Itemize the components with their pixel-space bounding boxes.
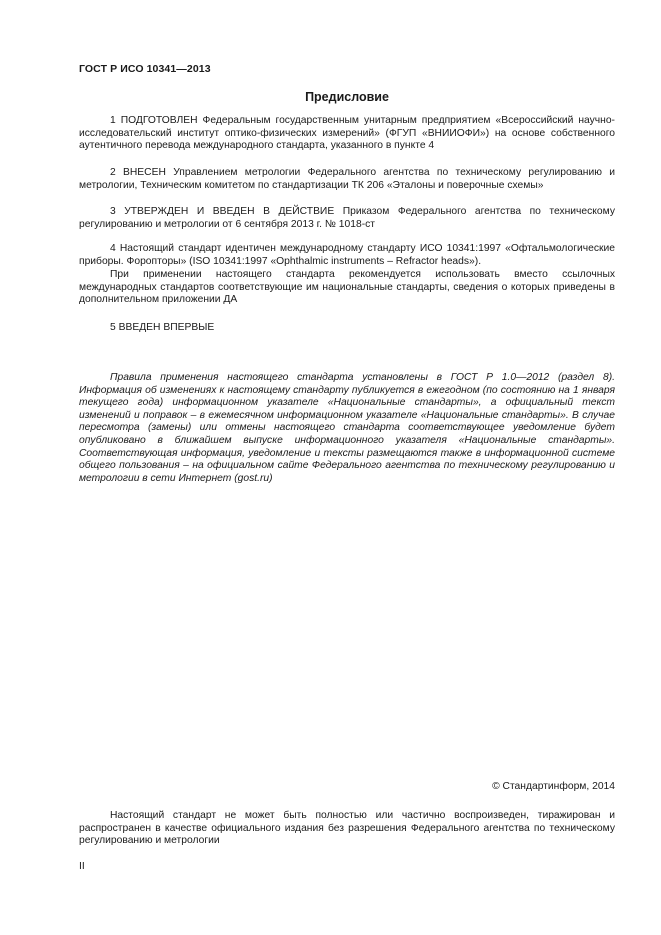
reproduction-notice: Настоящий стандарт не может быть полностью или частично воспроизведен, тиражирован и распространен в качестве официального издания без разрешения Федерального агентства по техническому регулированию и метрологии [79, 810, 615, 847]
page-number: II [79, 861, 85, 872]
rules-note: Правила применения настоящего стандарта установлены в ГОСТ Р 1.0—2012 (раздел 8). Информация об изменениях к настоящему стандарту публикуется в ежегодном (по состоянию на 1 января текущего года) информационном указателе «Национальные стандарты», а официальный текст изменений и поправок – в ежемесячном информационном указателе «Национальные стандарты». В случае пересмотра (замены) или отмены настоящего стандарта соответствующее уведомление будет опубликовано в ближайшем выпуске информационного указателя «Национальные стандарты». Соответствующая информация, уведомление и тексты размещаются также в информационной системе общего пользования – на официальном сайте Федерального агентства по техническому регулированию и метрологии в сети Интернет (gost.ru) [79, 372, 615, 484]
preface-item-4-note: При применении настоящего стандарта рекомендуется использовать вместо ссылочных международных стандартов соответствующие им национальные стандарты, сведения о которых приведены в дополнительном приложении ДА [79, 269, 615, 306]
preface-item-3: 3 УТВЕРЖДЕН И ВВЕДЕН В ДЕЙСТВИЕ Приказом Федерального агентства по техническому регулированию и метрологии от 6 сентября 2013 г. № 1018-ст [79, 206, 615, 230]
preface-item-2: 2 ВНЕСЕН Управлением метрологии Федерального агентства по техническому регулированию и метрологии, Техническим комитетом по стандартизации ТК 206 «Эталоны и поверочные схемы» [79, 167, 615, 191]
copyright-line: © Стандартинформ, 2014 [492, 781, 615, 792]
preface-item-4: 4 Настоящий стандарт идентичен международному стандарту ИСО 10341:1997 «Офтальмологические приборы. Форопторы» (ISO 10341:1997 «Ophthalmic instruments – Refractor heads»). [79, 243, 615, 267]
preface-item-5: 5 ВВЕДЕН ВПЕРВЫЕ [110, 322, 215, 333]
document-code: ГОСТ Р ИСО 10341—2013 [79, 63, 211, 75]
preface-item-1: 1 ПОДГОТОВЛЕН Федеральным государственным унитарным предприятием «Всероссийский научно-исследовательский институт оптико-физических измерений» (ФГУП «ВНИИОФИ») на основе собственного аутентичного перевода международного стандарта, указанного в пункте 4 [79, 115, 615, 152]
preface-title: Предисловие [305, 90, 389, 104]
